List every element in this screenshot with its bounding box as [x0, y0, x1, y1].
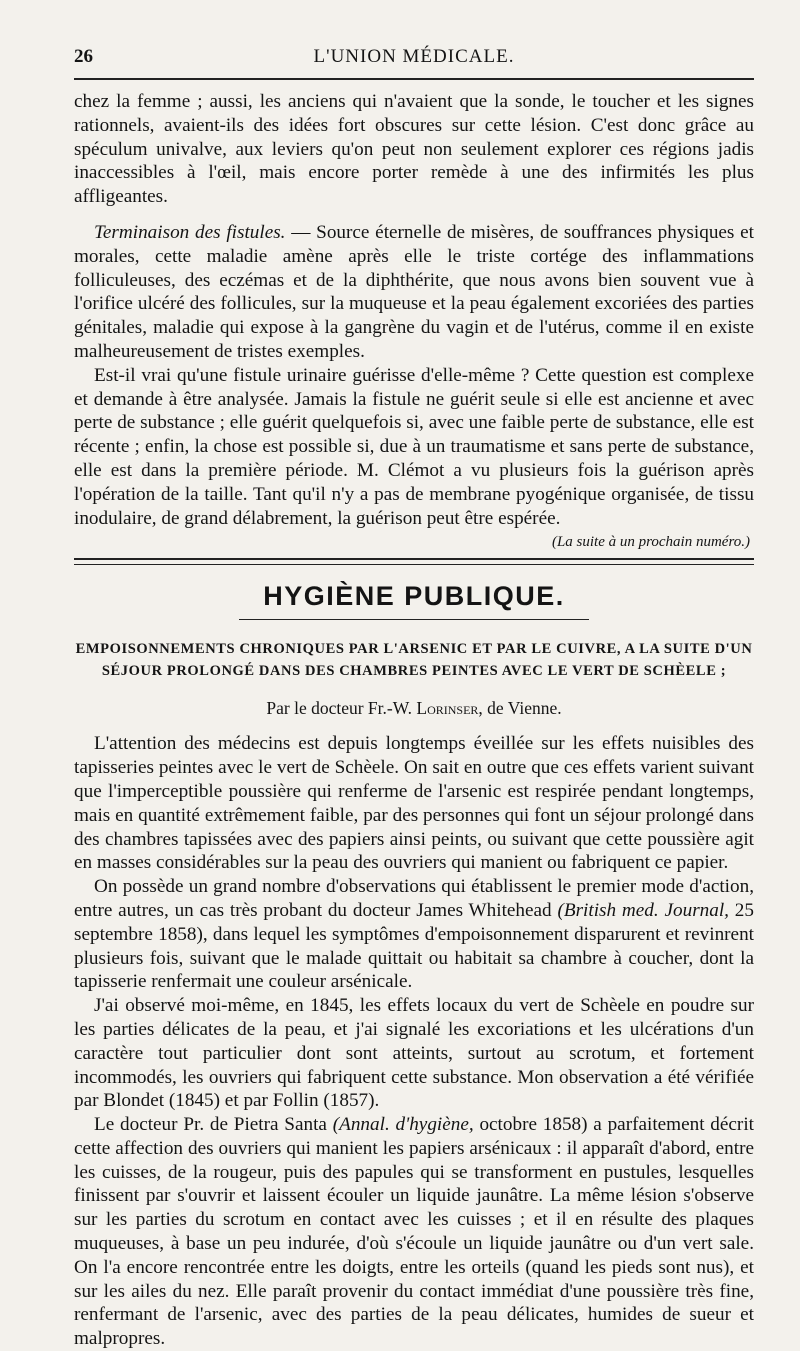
- paragraph-text: On possède un grand nombre d'observations qui établissent le premier mode d'action, entre autres, un cas très probant du docteur James Whitehead: [74, 876, 754, 921]
- paragraph-text: Le docteur Pr. de Pietra Santa: [94, 1114, 333, 1136]
- citation: (British med. Journal,: [557, 899, 729, 921]
- paragraph-heading: Terminaison des fistules.: [94, 221, 286, 243]
- paragraph-body: — Source éternelle de misères, de souffrances physiques et morales, cette maladie amène après elle le triste cortége des inflammations folliculeuses, des eczémas et de la diphthérite, que nous avons bien souvent vue à l'orifice ulcéré des follicules, sur la muqueuse et la peau également excoriées des parties génitales, maladie qui expose à la gangrène du vagin et de l'utérus, comme il en existe malheureusement de tristes exemples.: [74, 221, 754, 362]
- article-paragraph-3: J'ai observé moi-même, en 1845, les effets locaux du vert de Schèele en poudre sur les parties délicates de la peau, et j'ai signalé les excoriations et les ulcérations d'un caractère tout particulier dont sont atteints, surtout au scrotum, et fortement incommodés, les ouvriers qui fabriquent cette substance. Mon observation a été vérifiée par Blondet (1845) et par Follin (1857).: [74, 995, 754, 1112]
- citation: (Annal. d'hygiène,: [332, 1114, 474, 1136]
- byline-suffix: , de Vienne.: [478, 698, 562, 719]
- article-paragraph-1: L'attention des médecins est depuis longtemps éveillée sur les effets nuisibles des tapisseries peintes avec le vert de Schèele. On sait en outre que ces effets varient suivant que l'imperceptible poussière qui renferme de l'arsenic est respirée pendant longtemps, mais en quantité extrêmement faible, par des personnes qui font un séjour prolongé dans des chambres tapissées avec des papiers ainsi peints, ou suivant que cette poussière agit en masses considérables sur la peau des ouvriers qui manient ou fabriquent ce papier.: [74, 733, 754, 874]
- continued-paragraph-2: [74, 221, 754, 364]
- continued-note: (La suite à un prochain numéro.): [551, 534, 750, 551]
- section-title: HYGIÈNE PUBLIQUE.: [263, 581, 565, 612]
- continued-paragraph-1: chez la femme ; aussi, les anciens qui n'avaient que la sonde, le toucher et les signes rationnels, avaient-ils des idées fort obscures sur cette lésion. C'est donc grâce au spéculum univalve, aux leviers qu'on peut non seulement explorer ces régions jadis inaccessibles à l'œil, mais encore porter remède à une des infirmités les plus affligeantes.: [74, 91, 754, 208]
- section-title-rule: [239, 619, 589, 620]
- paragraph-text: octobre 1858) a parfaitement décrit cette affection des ouvriers qui manient les papiers arsénicaux : il apparaît d'abord, entre les cuisses, de la rougeur, puis des papules qui se transforment en pustules, lesquelles finissent par s'ouvrir et laissent écouler un liquide jaunâtre. La même lésion s'observe sur les parties du scrotum en contact avec les cuisses ; et il en résulte des plaques muqueuses, à base un peu indurée, d'où s'écoule un liquide jaunâtre ou d'un vert sale. On l'a encore rencontrée entre les doigts, entre les orteils (quand les pieds sont nus), et sur les ailes du nez. Elle paraît provenir du contact immédiat d'une poussière très fine, renfermant de l'arsenic, avec des parties de la peau délicates, humides de sueur et malpropres.: [74, 1114, 754, 1350]
- paragraph-text: 25 septembre 1858), dans lequel les symptômes d'empoisonnement disparurent et revinrent plusieurs fois, suivant que le malade quittait ou habitait sa chambre à coucher, dont la tapisserie renfermait une couleur arsénicale.: [74, 899, 754, 993]
- continued-paragraph-3: Est-il vrai qu'une fistule urinaire guérisse d'elle-même ? Cette question est complexe et demande à être analysée. Jamais la fistule ne guérit seule si elle est ancienne et avec perte de substance ; elle guérit quelquefois si, avec une faible perte de substance, elle est récente ; enfin, la chose est possible si, due à un traumatisme et sans perte de substance, elle est dans la première période. M. Clémot a vu plusieurs fois la guérison après l'opération de la taille. Tant qu'il n'y a pas de membrane pyogénique organisée, de tissu inodulaire, de grand délabrement, la guérison peut être espérée.: [74, 364, 754, 529]
- byline-author: Lorinser: [416, 698, 479, 719]
- article-title: EMPOISONNEMENTS CHRONIQUES PAR L'ARSENIC ET PAR LE CUIVRE, A LA SUITE D'UN SÉJOUR PROLONGÉ DANS DES CHAMBRES PEINTES AVEC LE VERT DE SCHÈELE ;: [75, 641, 753, 680]
- running-head: [74, 46, 754, 72]
- journal-title: L'UNION MÉDICALE.: [313, 46, 515, 67]
- page-number: 26: [74, 46, 93, 67]
- byline: [74, 696, 754, 720]
- article-paragraph-4: [74, 1113, 754, 1351]
- header-rule: [74, 78, 754, 80]
- section-divider: [74, 558, 754, 565]
- article-paragraph-2: [74, 875, 754, 994]
- byline-prefix: Par le docteur Fr.-W.: [266, 698, 417, 719]
